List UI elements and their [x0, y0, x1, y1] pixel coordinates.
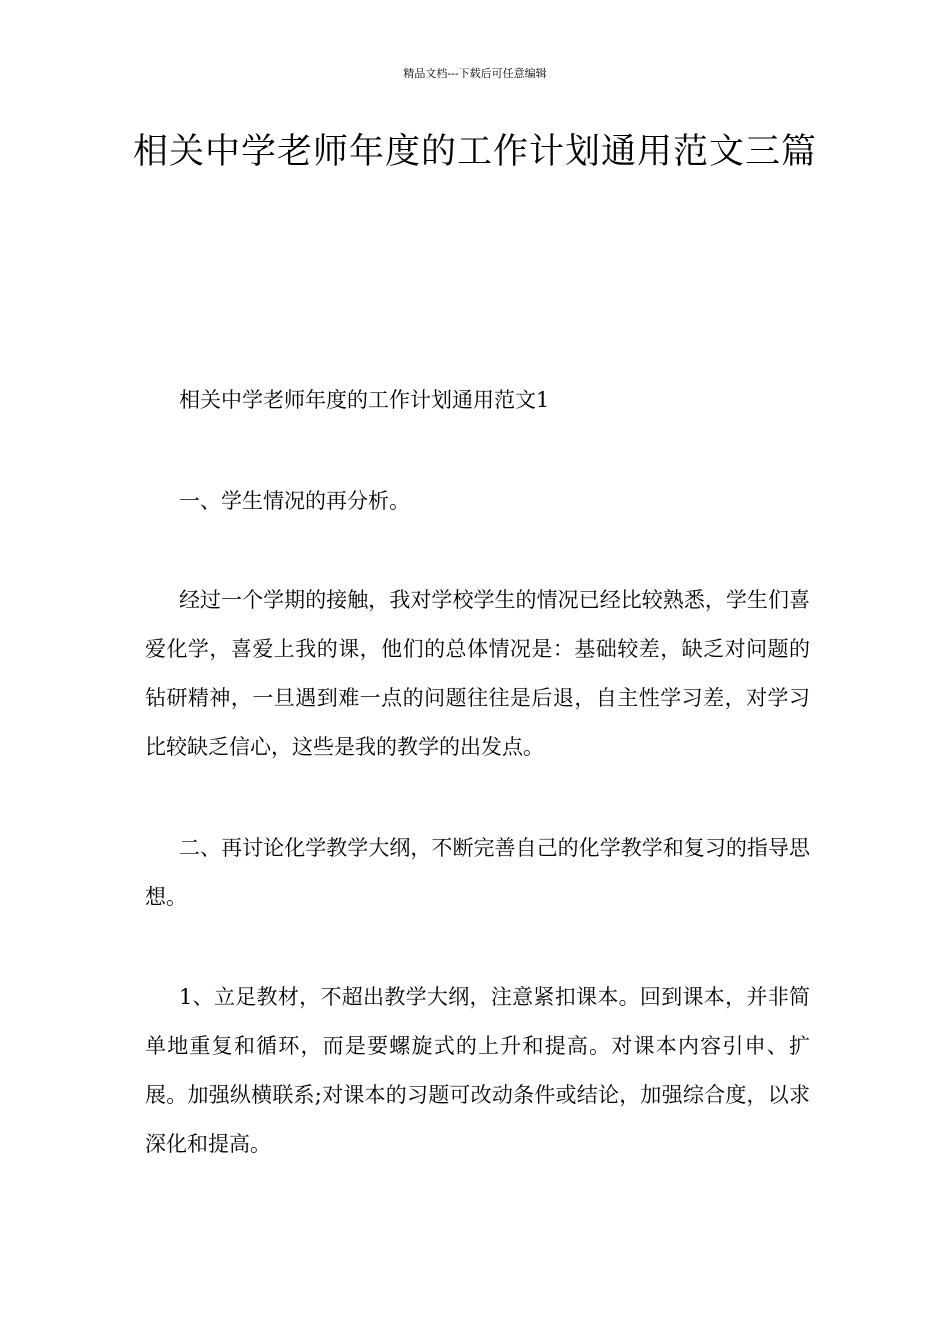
document-title: 相关中学老师年度的工作计划通用范文三篇 [132, 132, 817, 172]
section-subtitle: 相关中学老师年度的工作计划通用范文1 [179, 388, 550, 412]
section2-item1-paragraph: 1、立足教材，不超出教学大纲，注意紧扣课本。回到课本，并非简单地重复和循环，而是要螺旋式的上升和提高。对课本内容引申、扩展。加强纵横联系;对课本的习题可改动条件或结论，加强综合度，以求深化和提高。 [145, 985, 810, 1156]
header-note: 精品文档---下载后可任意编辑 [403, 67, 547, 80]
section1-heading: 一、学生情况的再分析。 [179, 489, 410, 513]
section1-paragraph: 经过一个学期的接触，我对学校学生的情况已经比较熟悉，学生们喜爱化学，喜爱上我的课，他们的总体情况是：基础较差，缺乏对问题的钻研精神，一旦遇到难一点的问题往往是后退，自主性学习差，对学习比较缺乏信心，这些是我的教学的出发点。 [145, 588, 810, 759]
section2-heading: 二、再讨论化学教学大纲，不断完善自己的化学教学和复习的指导思想。 [145, 836, 810, 909]
